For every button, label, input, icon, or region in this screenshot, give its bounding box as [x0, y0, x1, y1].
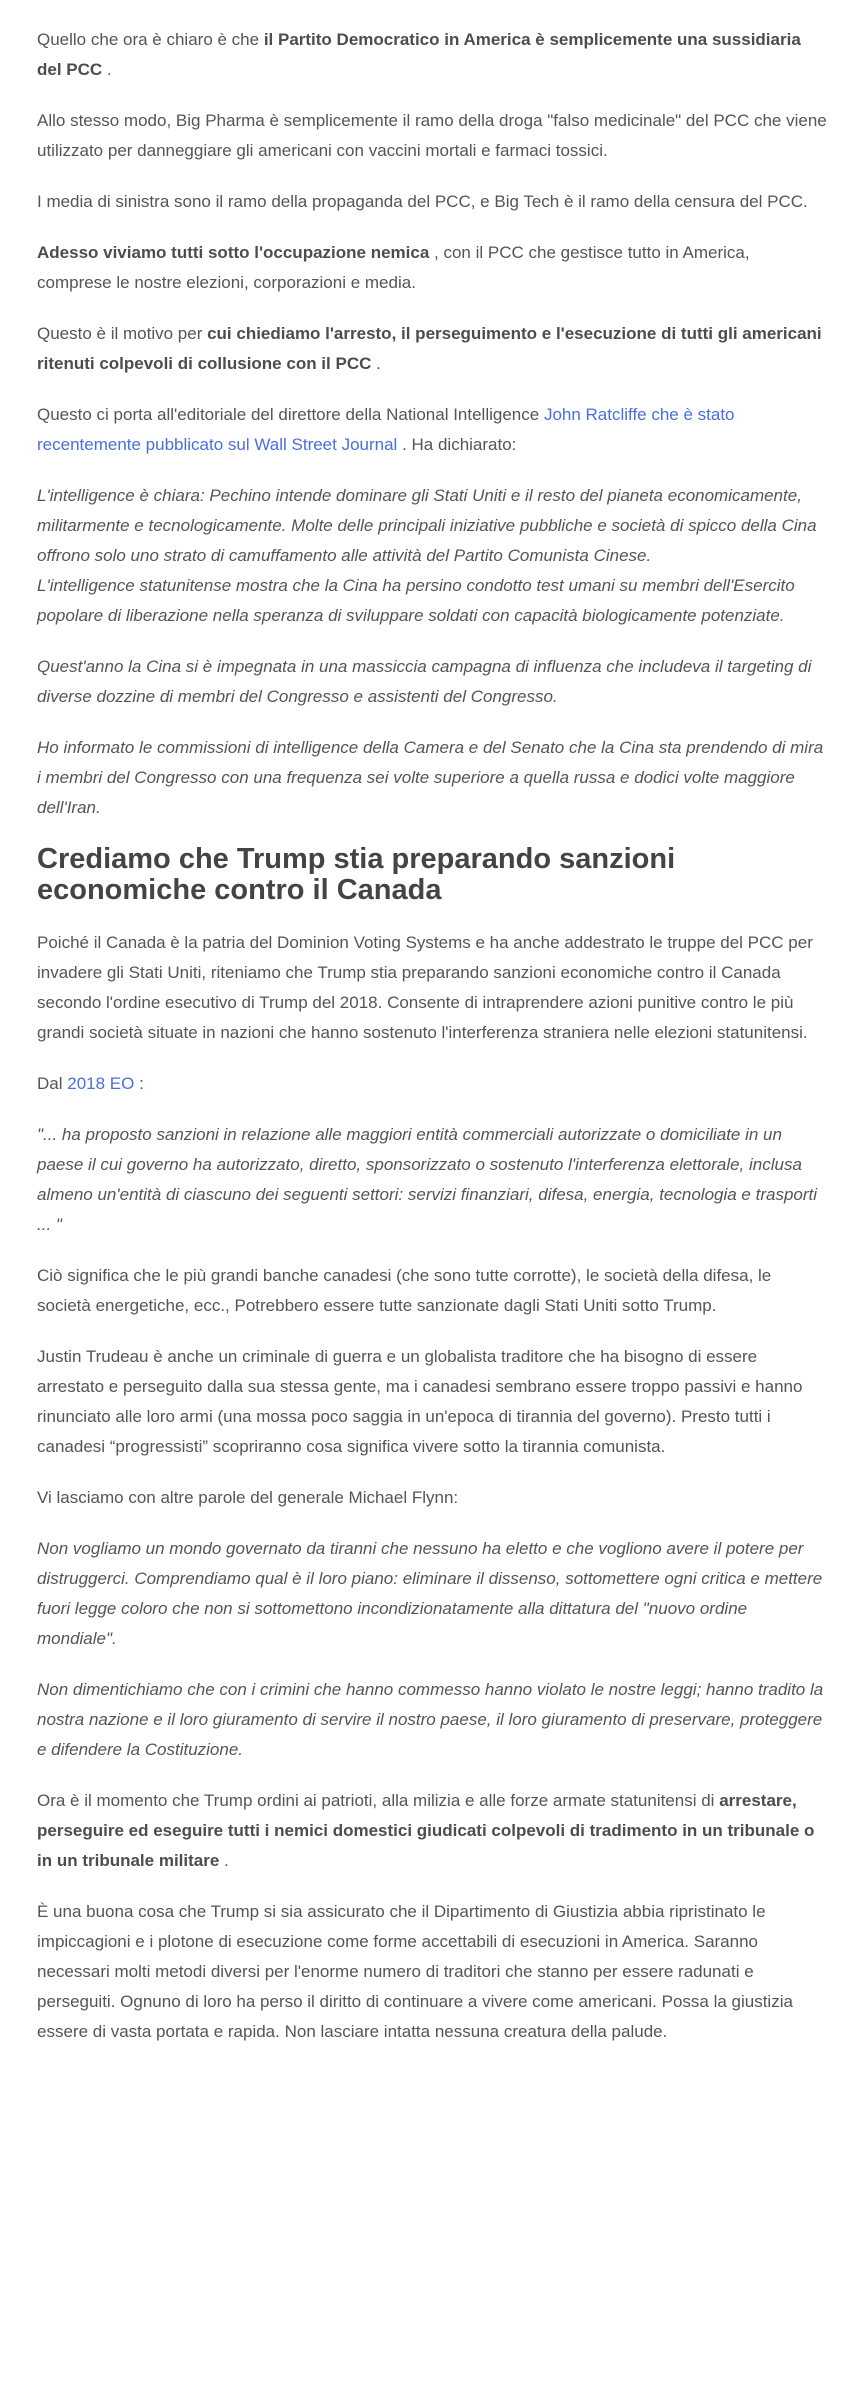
- text-run: L'intelligence è chiara: Pechino intende dominare gli Stati Uniti e il resto del pianeta economicamente, militarmente e tecnologicamente. Molte delle principali iniziative pubbliche e società di spicco della Cina offrono solo uno strato di camuffamento alle attività del Partito Comunista Cinese.: [37, 486, 817, 565]
- text-run: Non vogliamo un mondo governato da tiranni che nessuno ha eletto e che vogliono avere il potere per distruggerci. Comprendiamo qual è il loro piano: eliminare il dissenso, sottomettere ogni critica e mettere fuori legge coloro che non si sottomettono incondizionatamente alla dittatura del "nuovo ordine mondiale".: [37, 1539, 823, 1648]
- text-run: Dal: [37, 1074, 68, 1093]
- text-run: I media di sinistra sono il ramo della propaganda del PCC, e Big Tech è il ramo della censura del PCC.: [37, 192, 808, 211]
- text-run: .: [371, 354, 381, 373]
- text-run: Ciò significa che le più grandi banche canadesi (che sono tutte corrotte), le società della difesa, le società energetiche, ecc., Potrebbero essere tutte sanzionate dagli Stati Uniti sotto Trump.: [37, 1266, 772, 1315]
- article-paragraph: [37, 400, 827, 460]
- article-paragraph: [37, 1261, 827, 1321]
- article-paragraph: [37, 106, 827, 166]
- text-run: È una buona cosa che Trump si sia assicurato che il Dipartimento di Giustizia abbia ripristinato le impiccagioni e i plotone di esecuzione come forme accettabili di esecuzioni in America. Saranno necessari molti metodi diversi per l'enorme numero di traditori che stanno per essere radunati e perseguiti. Ognuno di loro ha perso il diritto di continuare a vivere come americani. Possa la giustizia essere di vasta portata e rapida. Non lasciare intatta nessuna creatura della palude.: [37, 1902, 793, 2041]
- article-paragraph: [37, 1483, 827, 1513]
- quote-paragraph: [37, 1120, 827, 1240]
- quote-paragraph: [37, 481, 827, 631]
- text-run: .: [219, 1851, 229, 1870]
- text-run: :: [134, 1074, 144, 1093]
- quote-paragraph: [37, 733, 827, 823]
- text-run: .: [102, 60, 112, 79]
- text-run: Quello che ora è chiaro è che: [37, 30, 264, 49]
- quote-paragraph: [37, 1675, 827, 1765]
- text-run: Vi lasciamo con altre parole del generale Michael Flynn:: [37, 1488, 459, 1507]
- text-run: Justin Trudeau è anche un criminale di guerra e un globalista traditore che ha bisogno di essere arrestato e perseguito dalla sua stessa gente, ma i canadesi sembrano essere troppo passivi e hanno rinunciato alle loro armi (una mossa poco saggia in un'epoca di tirannia del governo). Presto tutti i canadesi “progressisti” scopriranno cosa significa vivere sotto la tirannia comunista.: [37, 1347, 803, 1456]
- text-run: L'intelligence statunitense mostra che la Cina ha persino condotto test umani su membri dell'Esercito popolare di liberazione nella speranza di sviluppare soldati con capacità biologicamente potenziate.: [37, 576, 795, 625]
- article-paragraph: [37, 1897, 827, 2047]
- text-run: "... ha proposto sanzioni in relazione alle maggiori entità commerciali autorizzate o domiciliate in un paese il cui governo ha autorizzato, diretto, sponsorizzato o sostenuto l'interferenza elettorale, inclusa almeno un'entità di ciascuno dei seguenti settori: servizi finanziari, difesa, energia, tecnologia e trasporti ... ": [37, 1125, 818, 1234]
- inline-link[interactable]: 2018 EO: [67, 1074, 135, 1093]
- article-paragraph: [37, 1069, 827, 1099]
- bold-text: cui chiediamo l'arresto, il perseguimento e l'esecuzione di tutti gli americani ritenuti colpevoli di collusione con il PCC: [37, 324, 822, 373]
- text-run: , con il PCC che gestisce tutto in America, comprese le nostre elezioni, corporazioni e media.: [37, 243, 750, 292]
- text-run: Ora è il momento che Trump ordini ai patrioti, alla milizia e alle forze armate statunitensi di: [37, 1791, 720, 1810]
- text-run: Allo stesso modo, Big Pharma è semplicemente il ramo della droga "falso medicinale" del PCC che viene utilizzato per danneggiare gli americani con vaccini mortali e farmaci tossici.: [37, 111, 827, 160]
- section-heading: [37, 844, 827, 906]
- bold-text: arrestare, perseguire ed eseguire tutti i nemici domestici giudicati colpevoli di tradimento in un tribunale o in un tribunale militare: [37, 1791, 815, 1870]
- article-paragraph: [37, 1342, 827, 1462]
- text-run: Poiché il Canada è la patria del Dominion Voting Systems e ha anche addestrato le truppe del PCC per invadere gli Stati Uniti, riteniamo che Trump stia preparando sanzioni economiche contro il Canada secondo l'ordine esecutivo di Trump del 2018. Consente di intraprendere azioni punitive contro le più grandi società situate in nazioni che hanno sostenuto l'interferenza straniera nelle elezioni statunitensi.: [37, 933, 813, 1042]
- quote-paragraph: [37, 1534, 827, 1654]
- text-run: Ho informato le commissioni di intelligence della Camera e del Senato che la Cina sta prendendo di mira i membri del Congresso con una frequenza sei volte superiore a quella russa e dodici volte maggiore dell'Iran.: [37, 738, 824, 817]
- text-run: Questo è il motivo per: [37, 324, 208, 343]
- article-paragraph: [37, 187, 827, 217]
- article-paragraph: [37, 319, 827, 379]
- text-run: . Ha dichiarato:: [397, 435, 517, 454]
- bold-text: il Partito Democratico in America è semplicemente una sussidiaria del PCC: [37, 30, 801, 79]
- text-run: Quest'anno la Cina si è impegnata in una massiccia campagna di influenza che includeva il targeting di diverse dozzine di membri del Congresso e assistenti del Congresso.: [37, 657, 812, 706]
- text-run: Non dimentichiamo che con i crimini che hanno commesso hanno violato le nostre leggi; hanno tradito la nostra nazione e il loro giuramento di servire il nostro paese, il loro giuramento di preservare, proteggere e difendere la Costituzione.: [37, 1680, 824, 1759]
- text-run: Questo ci porta all'editoriale del direttore della National Intelligence: [37, 405, 544, 424]
- quote-paragraph: [37, 652, 827, 712]
- article-paragraph: [37, 25, 827, 85]
- bold-text: Adesso viviamo tutti sotto l'occupazione nemica: [37, 243, 430, 262]
- inline-link[interactable]: John Ratcliffe che è stato recentemente pubblicato sul Wall Street Journal: [37, 405, 735, 454]
- article-paragraph: [37, 238, 827, 298]
- text-run: Crediamo che Trump stia preparando sanzioni economiche contro il Canada: [37, 843, 676, 906]
- article-paragraph: [37, 928, 827, 1048]
- article-paragraph: [37, 1786, 827, 1876]
